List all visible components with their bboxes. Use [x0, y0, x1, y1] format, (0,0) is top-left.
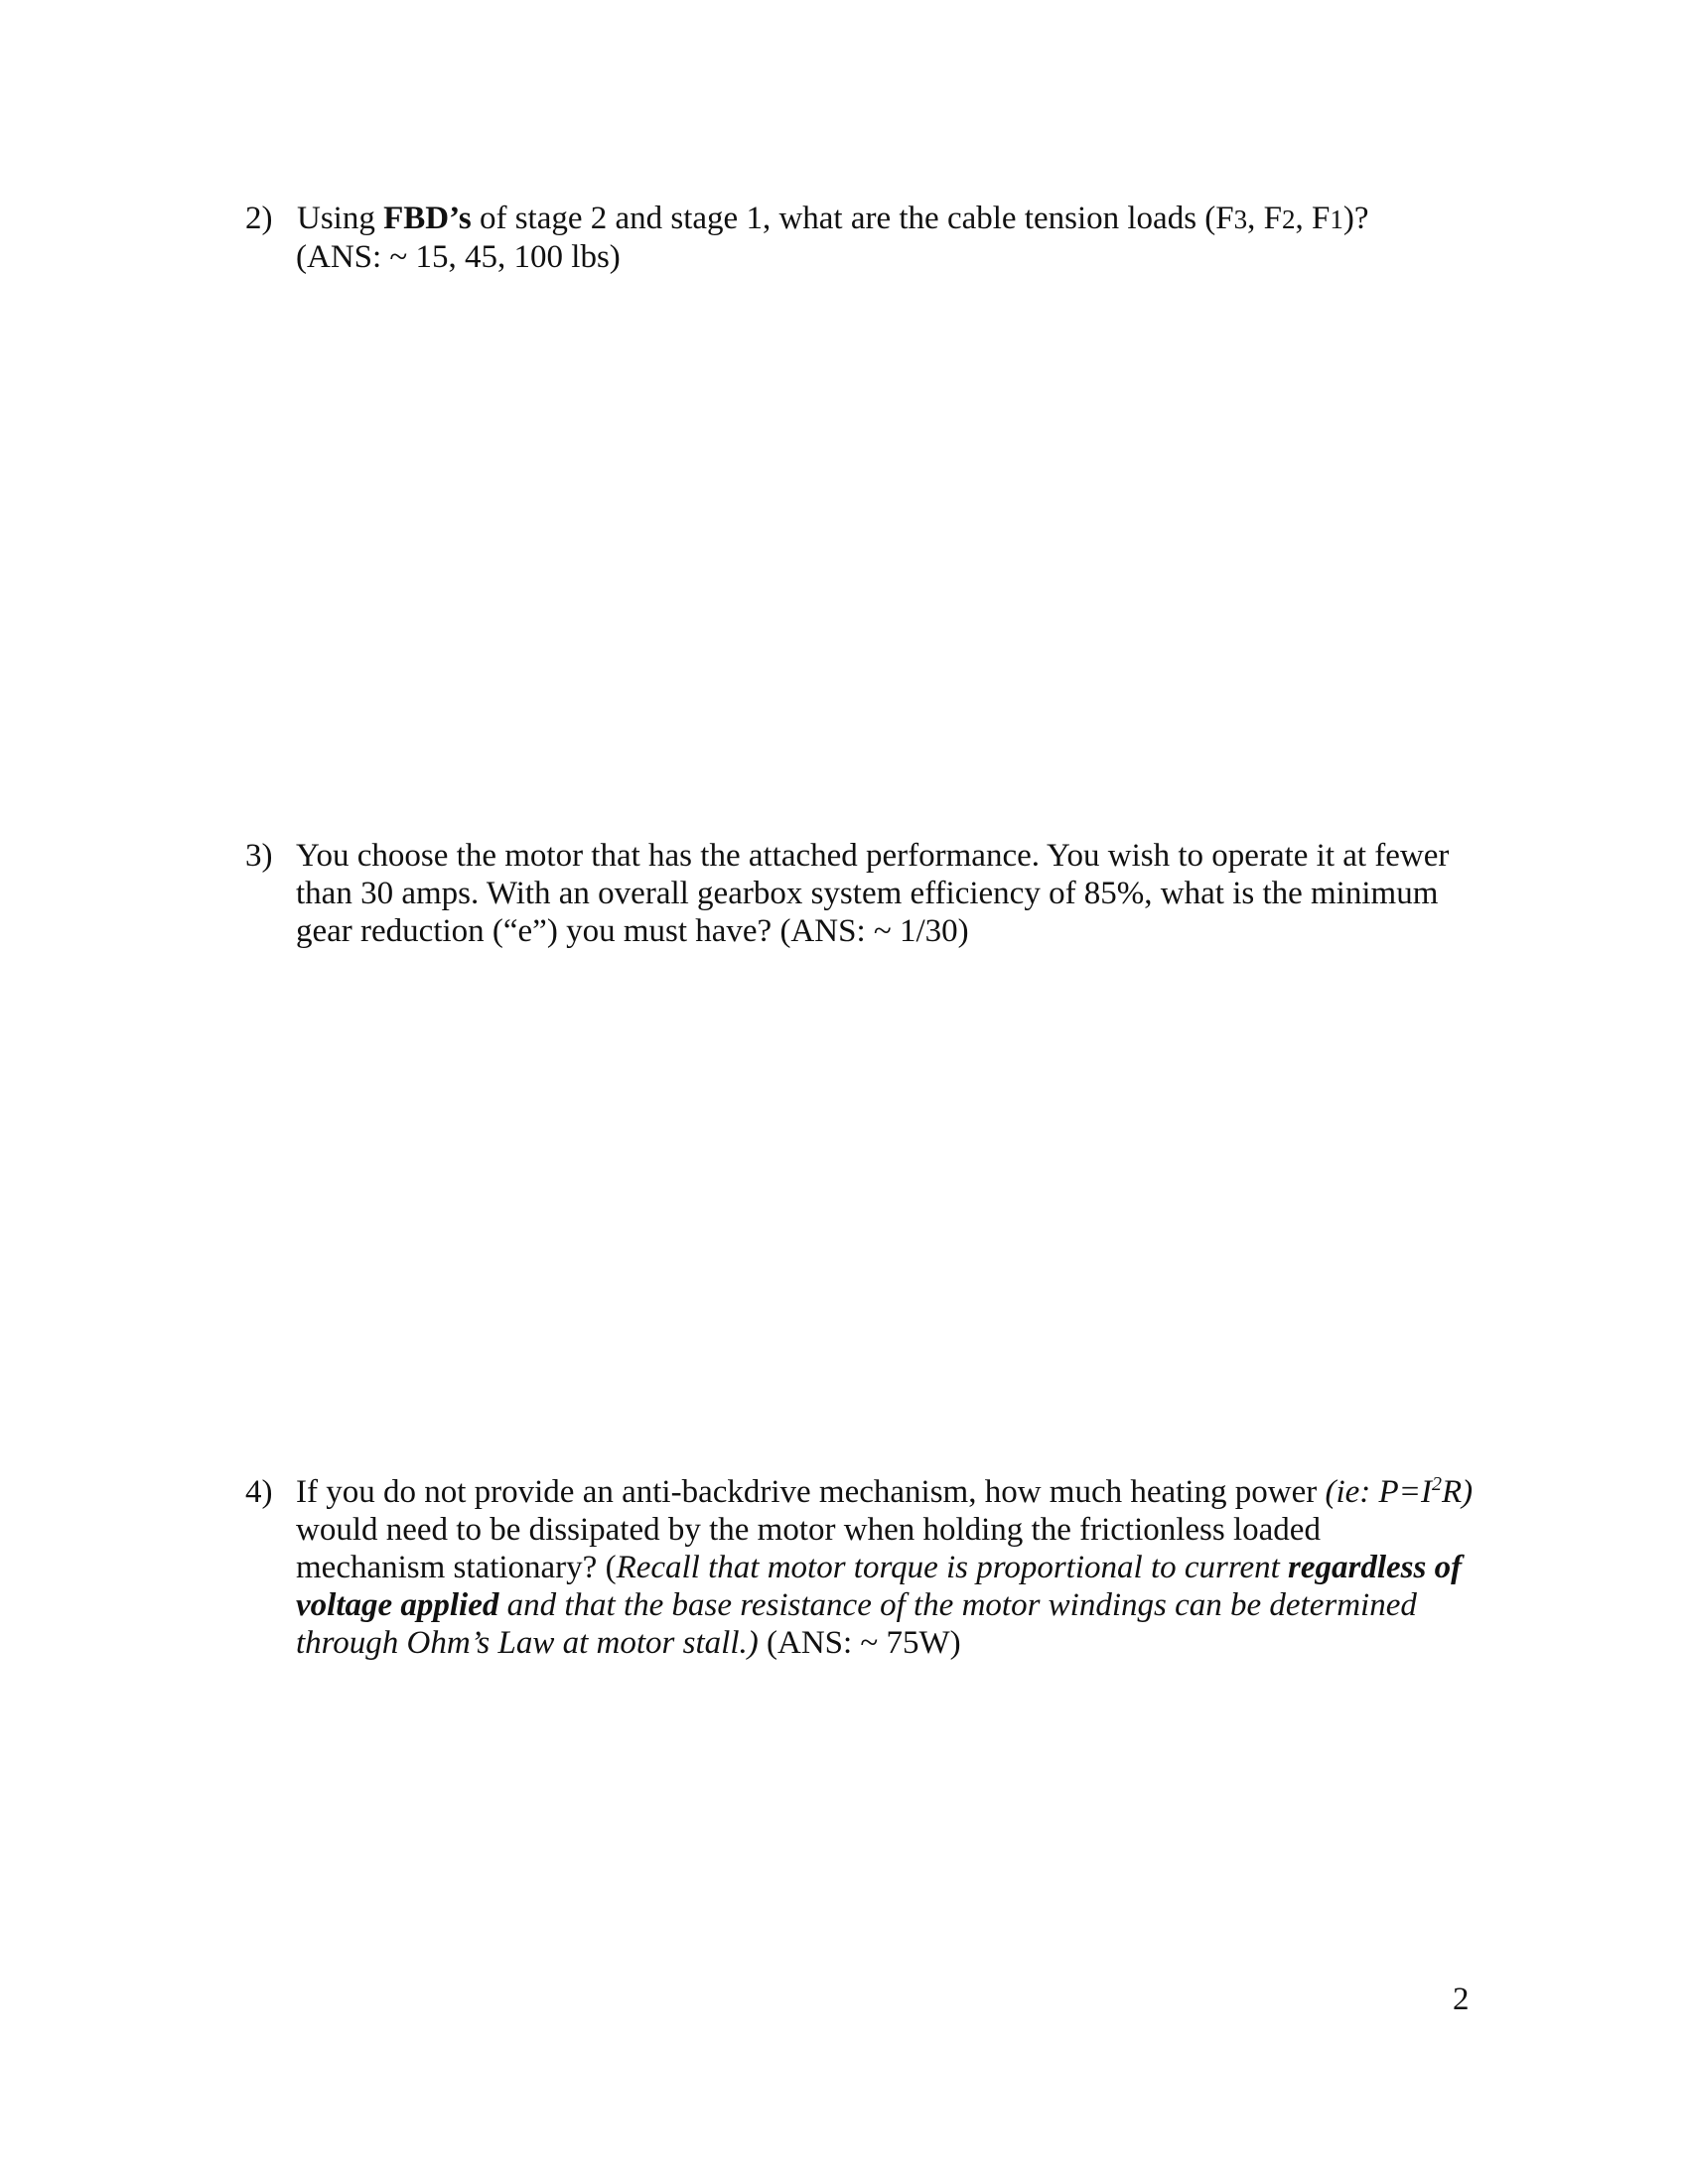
question-line [296, 1473, 1473, 1511]
subscript: 2 [1282, 205, 1296, 234]
answer-text: (ANS: ~ 75W) [758, 1625, 961, 1661]
subscript: 3 [1233, 205, 1248, 234]
question-text-run: Using [297, 201, 384, 236]
question-line: gear reduction (“e”) you must have? (ANS: ~ 1/30) [296, 913, 969, 949]
question-text [297, 200, 1369, 238]
emphasis-bold: FBD’s [383, 201, 472, 236]
formula-text: R) [1441, 1474, 1474, 1510]
question-text-run: )? [1342, 201, 1369, 236]
question-line [296, 1624, 1473, 1662]
superscript: 2 [1431, 1473, 1442, 1495]
formula-text: (ie: P=I [1325, 1474, 1432, 1510]
question-line: You choose the motor that has the attached performance. You wish to operate it at fewer [296, 838, 1450, 874]
question-text-run: , F [1247, 201, 1282, 236]
question-number: 3) [245, 838, 273, 874]
question-line [296, 1586, 1473, 1624]
emphasis-bold-italic: voltage applied [296, 1587, 499, 1623]
question-text-run: , F [1295, 201, 1331, 236]
question-text-run: mechanism stationary? ( [296, 1550, 617, 1585]
formula [1325, 1474, 1473, 1510]
question-number: 2) [245, 201, 273, 236]
page-number: 2 [1453, 1981, 1470, 2017]
question-text [296, 837, 1449, 950]
emphasis-italic: through Ohm’s Law at motor stall.) [296, 1625, 759, 1661]
question-line: would need to be dissipated by the motor when holding the frictionless loaded [296, 1512, 1321, 1548]
answer-text: (ANS: ~ 15, 45, 100 lbs) [296, 239, 621, 275]
emphasis-bold-italic: regardless of [1288, 1550, 1463, 1585]
question-line [296, 1549, 1473, 1586]
emphasis-italic: and that the base resistance of the motor windings can be determined [498, 1587, 1417, 1623]
question-text-run: of stage 2 and stage 1, what are the cable tension loads (F [471, 201, 1234, 236]
question-text [296, 1473, 1473, 1662]
emphasis-italic: Recall that motor torque is proportional to current [616, 1550, 1289, 1585]
question-text-run: If you do not provide an anti-backdrive mechanism, how much heating power [296, 1474, 1326, 1510]
question-number: 4) [245, 1474, 273, 1510]
question-line: than 30 amps. With an overall gearbox system efficiency of 85%, what is the minimum [296, 876, 1439, 911]
subscript: 1 [1330, 205, 1343, 234]
